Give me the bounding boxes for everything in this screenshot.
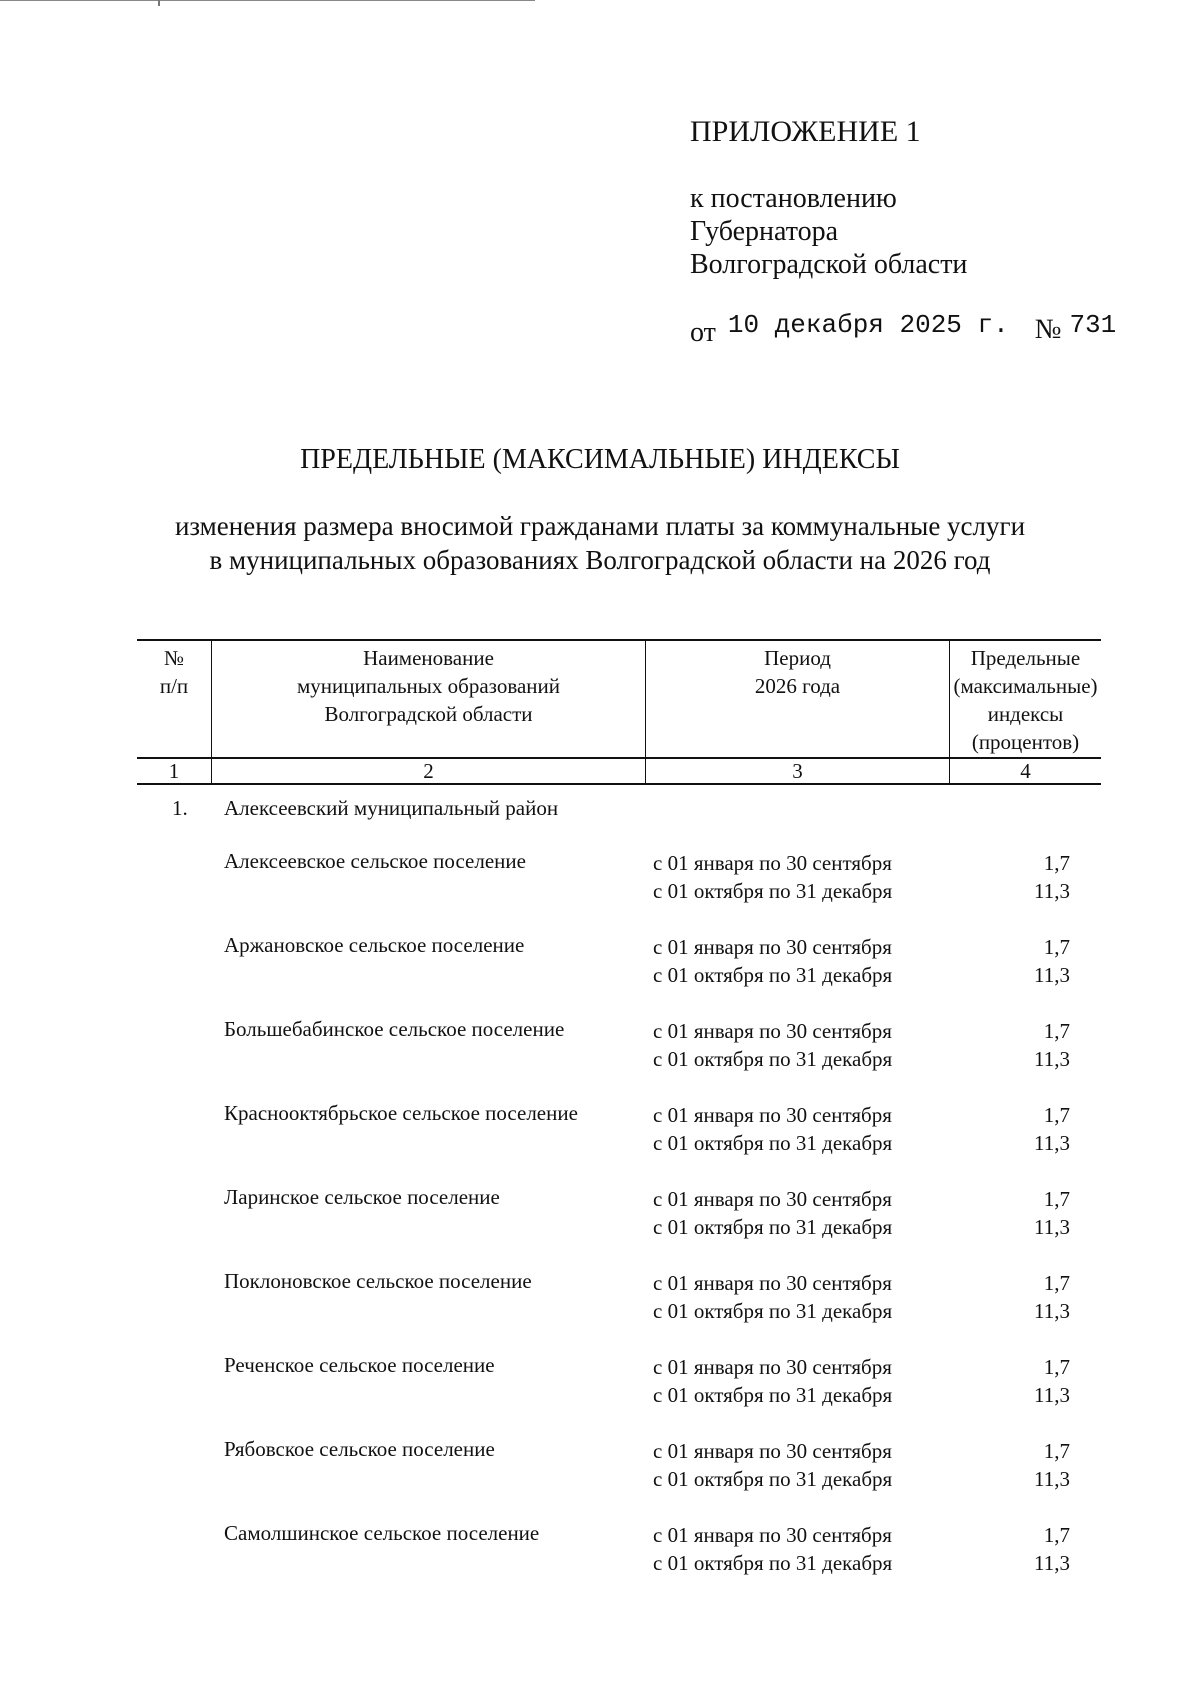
index-value: 11,3 xyxy=(1034,1383,1070,1407)
subtitle-line: изменения размера вносимой гражданами платы за коммунальные услуги xyxy=(174,511,1026,541)
settlement-name: Большебабинское сельское поселение xyxy=(224,1017,565,1041)
annex-line: Волгоградской области xyxy=(690,249,968,280)
index-value: 11,3 xyxy=(1034,1467,1070,1491)
subtitle-line: в муниципальных образованиях Волгоградской области на 2026 год xyxy=(209,545,991,575)
column-number: 2 xyxy=(212,758,646,784)
column-number: 3 xyxy=(646,758,950,784)
period-text: с 01 января по 30 сентября xyxy=(653,1439,892,1463)
period-text: с 01 января по 30 сентября xyxy=(653,851,892,875)
column-number: 1 xyxy=(137,758,212,784)
index-value: 11,3 xyxy=(1034,1299,1070,1323)
settlement-name: Реченское сельское поселение xyxy=(224,1353,495,1377)
column-number: 4 xyxy=(950,758,1102,784)
index-value: 11,3 xyxy=(1034,879,1070,903)
district-number: 1. xyxy=(172,796,188,820)
period-text: с 01 января по 30 сентября xyxy=(653,935,892,959)
index-value: 1,7 xyxy=(1043,1523,1070,1547)
col-period-header: Период 2026 года xyxy=(646,640,950,758)
index-value: 1,7 xyxy=(1043,1439,1070,1463)
index-value: 1,7 xyxy=(1043,935,1070,959)
period-text: с 01 октября по 31 декабря xyxy=(653,1131,893,1155)
settlement-name: Рябовское сельское поселение xyxy=(224,1437,495,1461)
period-text: с 01 октября по 31 декабря xyxy=(653,963,893,987)
settlement-name: Краснооктябрьское сельское поселение xyxy=(224,1101,578,1125)
period-text: с 01 октября по 31 декабря xyxy=(653,1551,893,1575)
annex-reference xyxy=(690,182,967,281)
index-value: 11,3 xyxy=(1034,1551,1070,1575)
col-index-header: Предельные (максимальные) индексы (процентов) xyxy=(950,640,1102,758)
period-text: с 01 октября по 31 декабря xyxy=(653,1299,893,1323)
period-text: с 01 октября по 31 декабря xyxy=(653,1467,893,1491)
index-value: 1,7 xyxy=(1043,1355,1070,1379)
settlement-name: Ларинское сельское поселение xyxy=(224,1185,500,1209)
period-text: с 01 октября по 31 декабря xyxy=(653,1215,893,1239)
settlement-name: Аржановское сельское поселение xyxy=(224,933,525,957)
period-text: с 01 октября по 31 декабря xyxy=(653,879,893,903)
index-value: 1,7 xyxy=(1043,1271,1070,1295)
index-value: 11,3 xyxy=(1034,963,1070,987)
index-value: 11,3 xyxy=(1034,1131,1070,1155)
settlement-name: Алексеевское сельское поселение xyxy=(224,849,526,873)
table-header xyxy=(137,639,1101,785)
index-value: 1,7 xyxy=(1043,1019,1070,1043)
index-value: 1,7 xyxy=(1043,1187,1070,1211)
decree-date: 10 декабря 2025 г. xyxy=(727,310,1009,340)
period-text: с 01 января по 30 сентября xyxy=(653,1523,892,1547)
period-text: с 01 октября по 31 декабря xyxy=(653,1047,893,1071)
period-text: с 01 января по 30 сентября xyxy=(653,1187,892,1211)
number-sign: № xyxy=(1034,314,1062,345)
period-text: с 01 января по 30 сентября xyxy=(653,1271,892,1295)
date-prefix: от xyxy=(690,317,716,348)
index-value: 1,7 xyxy=(1043,1103,1070,1127)
period-text: с 01 января по 30 сентября xyxy=(653,1355,892,1379)
index-value: 11,3 xyxy=(1034,1047,1070,1071)
settlement-name: Поклоновское сельское поселение xyxy=(224,1269,532,1293)
annex-line: к постановлению xyxy=(690,183,897,214)
scan-edge-mark xyxy=(158,0,160,6)
annex-heading: ПРИЛОЖЕНИЕ 1 xyxy=(690,115,921,148)
district-name: Алексеевский муниципальный район xyxy=(224,796,559,820)
header-row xyxy=(137,640,1101,758)
col-name-header: Наименование муниципальных образований Волгоградской области xyxy=(212,640,646,758)
document-title: ПРЕДЕЛЬНЫЕ (МАКСИМАЛЬНЫЕ) ИНДЕКСЫ xyxy=(300,444,900,475)
document-subtitle xyxy=(0,509,1200,577)
decree-number: 731 xyxy=(1069,310,1117,340)
index-value: 11,3 xyxy=(1034,1215,1070,1239)
period-text: с 01 января по 30 сентября xyxy=(653,1019,892,1043)
annex-line: Губернатора xyxy=(690,216,839,247)
period-text: с 01 января по 30 сентября xyxy=(653,1103,892,1127)
column-number-row xyxy=(137,758,1101,784)
period-text: с 01 октября по 31 декабря xyxy=(653,1383,893,1407)
decree-date-line xyxy=(690,308,1117,348)
scan-edge-line xyxy=(0,0,535,1)
col-number-header: № п/п xyxy=(137,640,212,758)
index-value: 1,7 xyxy=(1043,851,1070,875)
settlement-name: Самолшинское сельское поселение xyxy=(224,1521,540,1545)
